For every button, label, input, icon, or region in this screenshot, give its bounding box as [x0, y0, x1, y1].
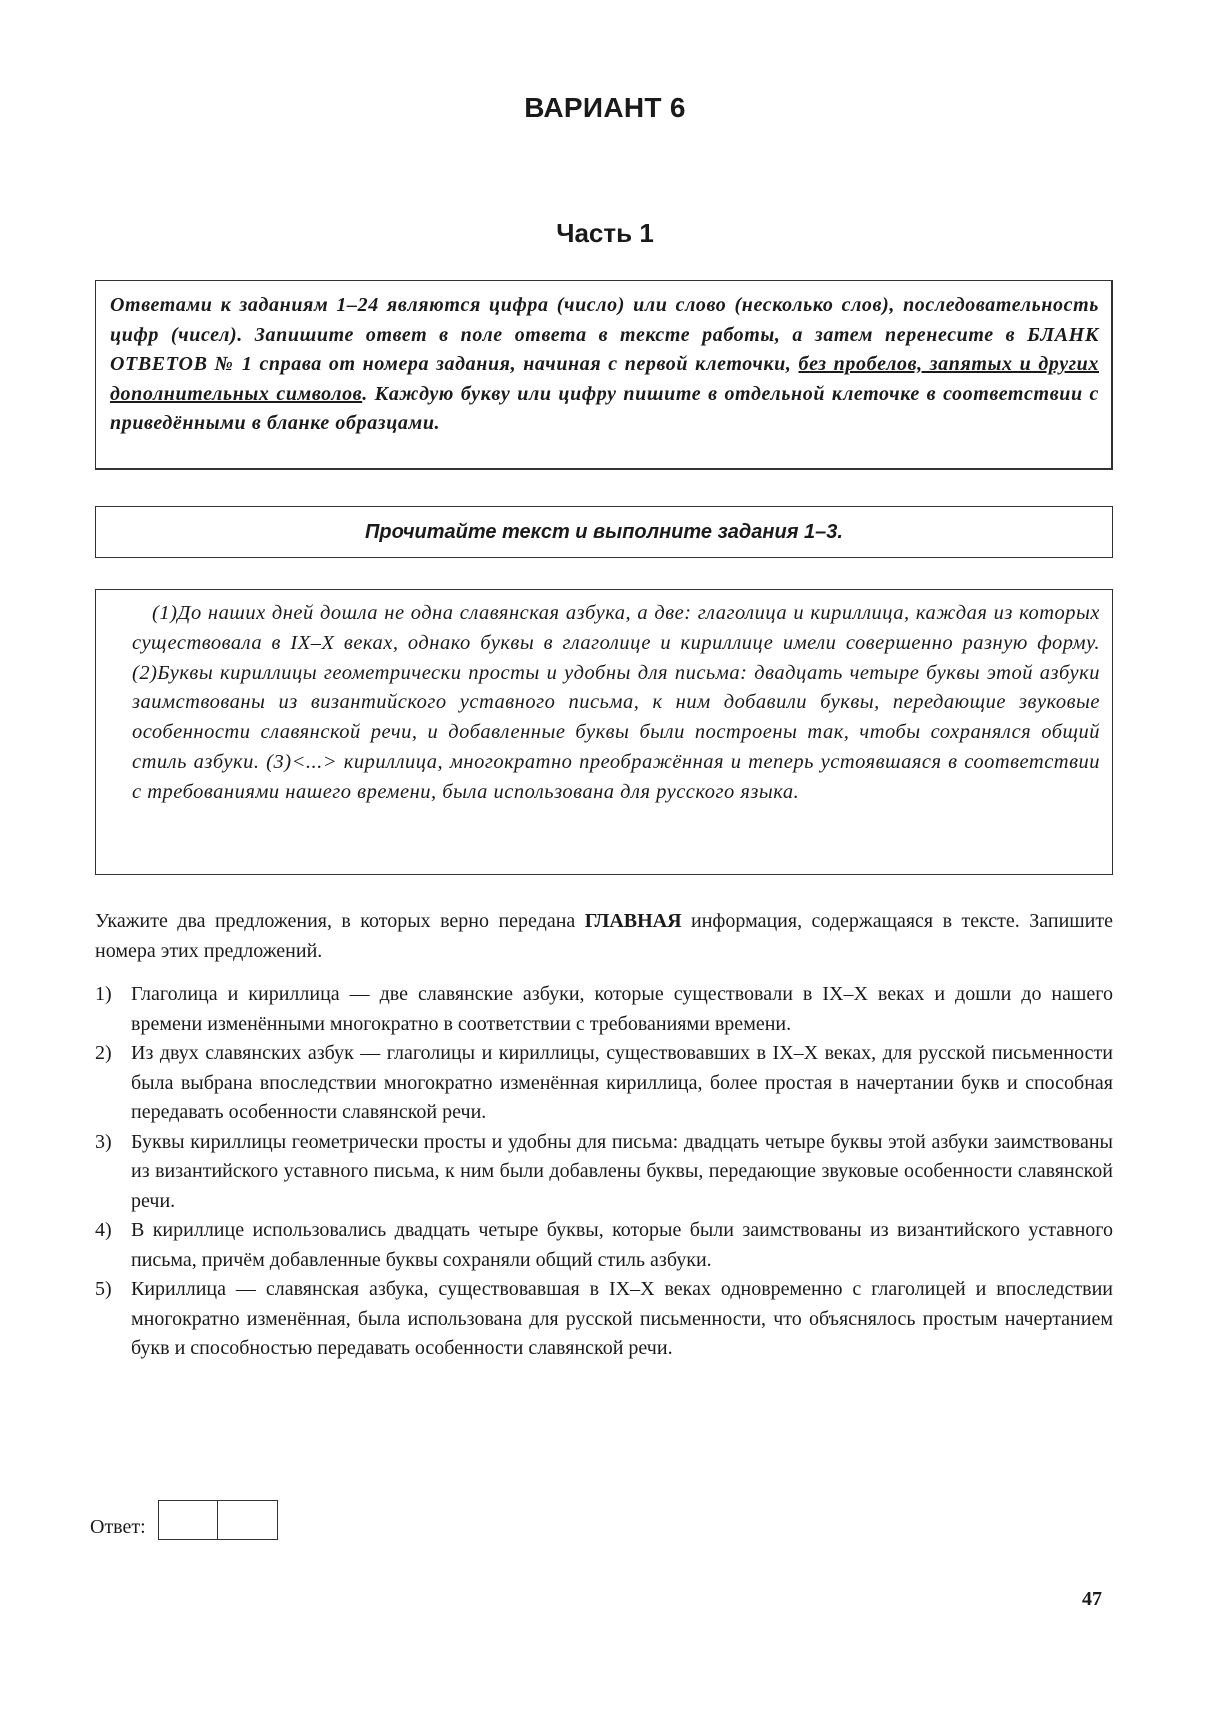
option-number: 5) [95, 1278, 112, 1300]
option-item [95, 1128, 1113, 1217]
option-text: В кириллице использовались двадцать четыре буквы, которые были заимствованы из византийского уставного письма, причём добавленные буквы сохраняли общий стиль азбуки. [131, 1219, 1113, 1271]
option-item [95, 1216, 1113, 1275]
question-after: информация, содержащаяся в тексте. Запишите номера этих предложений. [95, 910, 1114, 962]
reading-text-box [95, 589, 1113, 875]
page-number: 47 [1082, 1588, 1102, 1610]
option-item [95, 980, 1113, 1039]
task-header: Прочитайте текст и выполните задания 1–3. [365, 521, 843, 543]
instructions-text-after: . Каждую букву или цифру пишите в отдельной клеточке в соответствии с приведёнными в бланке образцами. [110, 382, 1099, 434]
answer-cell-1[interactable] [158, 1500, 218, 1540]
option-text: Из двух славянских азбук — глаголицы и кириллицы, существовавших в IX–X веках, для русской письменности была выбрана впоследствии многократно изменённая кириллица, более простая в начертании букв и способная передавать особенности славянской речи. [131, 1042, 1113, 1123]
variant-title: ВАРИАНТ 6 [524, 92, 686, 123]
option-text: Буквы кириллицы геометрически просты и удобны для письма: двадцать четыре буквы этой азбуки заимствованы из византийского уставного письма, к ним были добавлены буквы, передающие звуковые особенности славянской речи. [131, 1130, 1113, 1212]
option-item [95, 1275, 1113, 1364]
instructions-box [95, 280, 1113, 470]
option-number: 2) [95, 1042, 112, 1064]
option-number: 1) [95, 983, 112, 1005]
question-bold: ГЛАВНАЯ [584, 910, 682, 932]
part-title: Часть 1 [556, 218, 654, 248]
question-before: Укажите два предложения, в которых верно передана [95, 910, 585, 932]
option-text: Глаголица и кириллица — две славянские азбуки, которые существовали в IX–X веках и дошли до нашего времени изменёнными многократно в соответствии с требованиями времени. [131, 983, 1113, 1035]
option-number: 4) [95, 1219, 112, 1241]
instructions-text-before: Ответами к заданиям 1–24 являются цифра (число) или слово (несколько слов), последовательность цифр (чисел). Запишите ответ в поле ответа в тексте работы, а затем перенесите в БЛАНК ОТВЕТОВ № 1 справа от номера задания, начиная с первой клеточки, [110, 294, 1099, 375]
answer-cell-2[interactable] [218, 1500, 278, 1540]
option-number: 3) [95, 1130, 112, 1153]
answer-label: Ответ: [90, 1515, 146, 1538]
task-header-box [95, 506, 1113, 558]
instructions-underlined: без пробелов, запятых и других дополнительных символов [110, 353, 1099, 405]
answer-section [90, 1500, 278, 1540]
reading-text: (1)До наших дней дошла не одна славянская азбука, а две: глаголица и кириллица, каждая из которых существовала в IX–X веках, однако буквы в глаголице и кириллице имели совершенно разную форму. (2)Буквы кириллицы геометрически просты и удобны для письма: двадцать четыре буквы этой азбуки заимствованы из византийского уставного письма, к ним добавили буквы, передающие звуковые особенности славянской речи, и добавленные буквы были построены так, чтобы сохранялся общий стиль азбуки. (3)<...> кириллица, многократно преображённая и теперь устоявшаяся в соответствии с требованиями нашего времени, была использована для русского языка. [132, 602, 1100, 803]
answer-options [95, 980, 1113, 1364]
option-item [95, 1039, 1113, 1128]
option-text: Кириллица — славянская азбука, существовавшая в IX–X веках одновременно с глаголицей и впоследствии многократно изменённая, была использована для русской письменности, что объяснялось простым начертанием букв и способностью передавать особенности славянской речи. [131, 1278, 1113, 1359]
question-text [95, 906, 1113, 966]
